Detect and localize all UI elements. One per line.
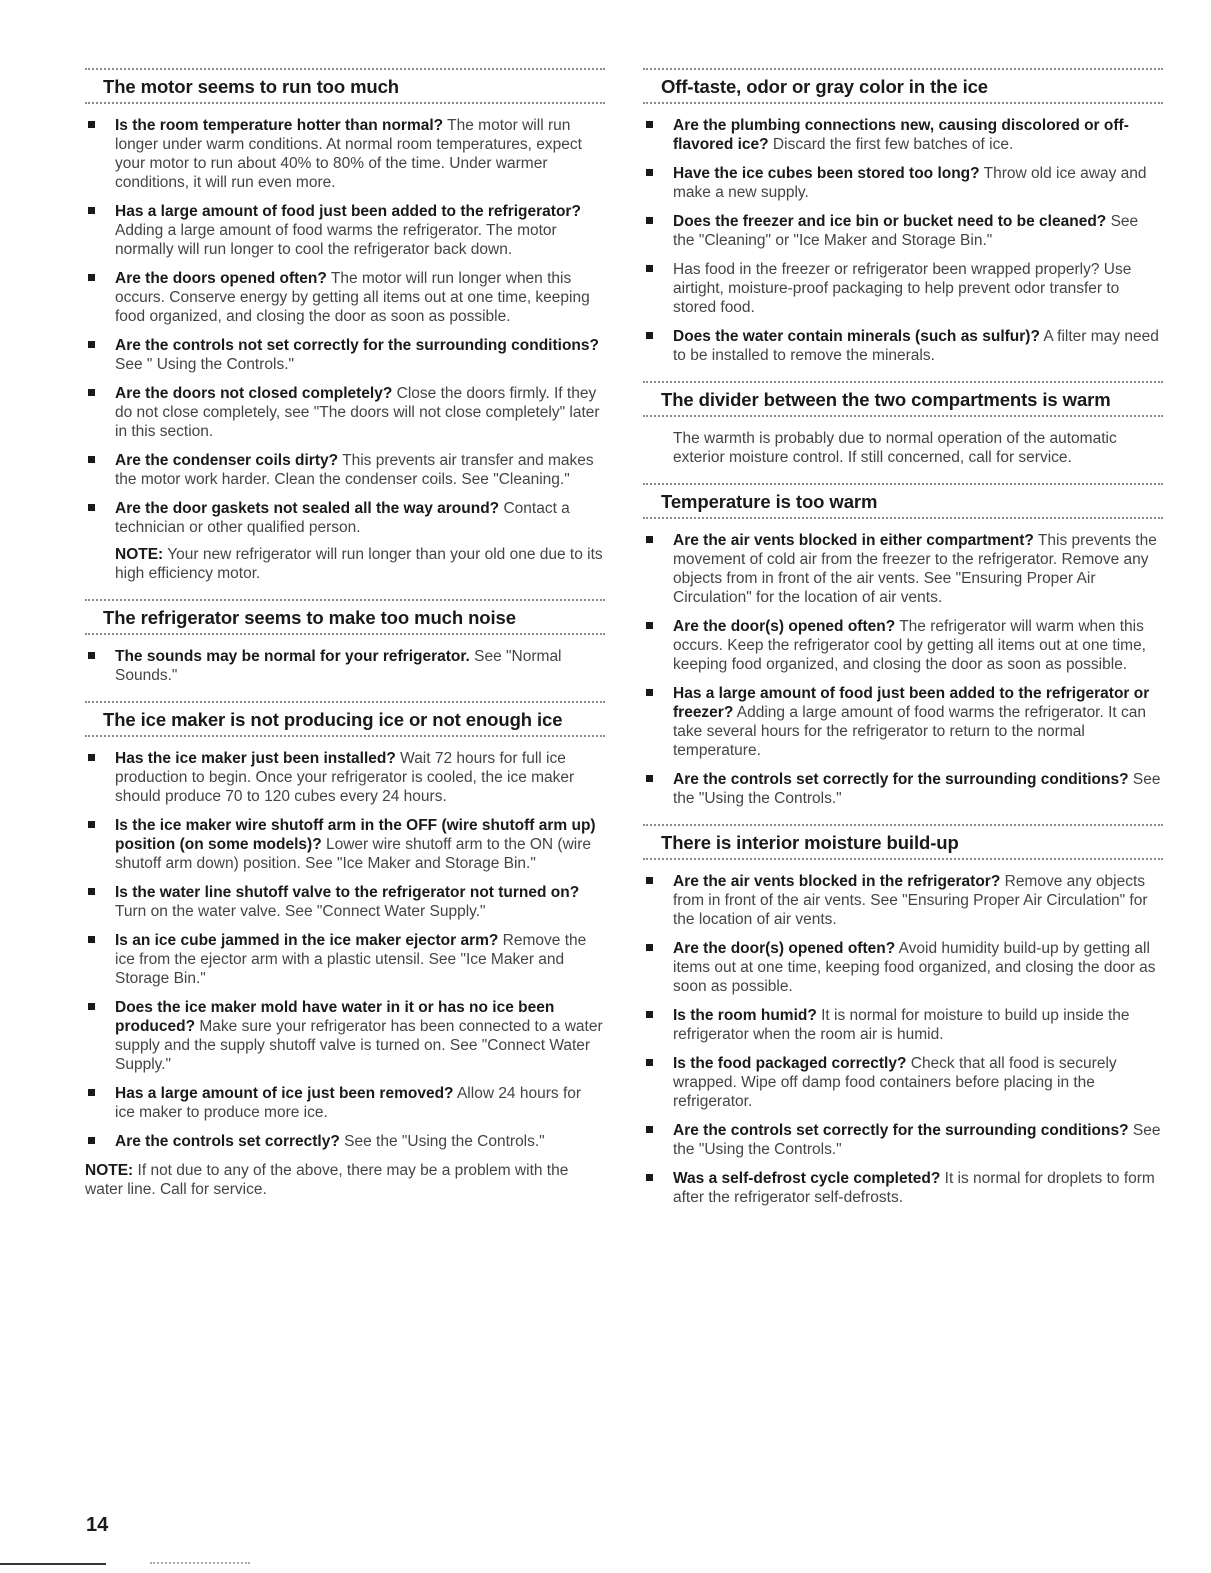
section-header xyxy=(643,68,1163,104)
section-header xyxy=(85,701,605,737)
answer-text: See " Using the Controls." xyxy=(115,356,295,373)
bullet-icon xyxy=(646,877,653,884)
bullet-icon xyxy=(88,754,95,761)
answer-text: It is normal for droplets to form after the refrigerator self-defrosts. xyxy=(673,1170,1155,1206)
section-header xyxy=(643,824,1163,860)
bullet-icon xyxy=(646,217,653,224)
bullet-icon xyxy=(646,169,653,176)
bullet-icon xyxy=(88,341,95,348)
answer-text: Remove the ice from the ejector arm with a plastic utensil. See "Ice Maker and Storage Bin." xyxy=(115,932,587,987)
answer-text: Avoid humidity build-up by getting all items out at one time, keeping food organized, and closing the door as soon as possible. xyxy=(673,940,1156,995)
answer-text: Has food in the freezer or refrigerator been wrapped properly? Use airtight, moisture-proof packaging to help prevent odor transfer to stored food. xyxy=(673,261,1132,316)
section-motor-runs-too-much xyxy=(85,68,605,583)
list-item xyxy=(643,327,1163,365)
answer-text: Discard the first few batches of ice. xyxy=(768,136,1014,153)
bullet-icon xyxy=(88,389,95,396)
list-item xyxy=(85,1084,605,1122)
question-text: Are the controls not set correctly for the surrounding conditions? xyxy=(115,337,599,354)
answer-text: A filter may need to be installed to remove the minerals. xyxy=(673,328,1159,364)
question-text: Are the condenser coils dirty? xyxy=(115,452,339,469)
list-item xyxy=(85,384,605,441)
list-item xyxy=(85,202,605,259)
list-item xyxy=(85,816,605,873)
question-text: Is the food packaged correctly? xyxy=(673,1055,907,1072)
question-text: Does the ice maker mold have water in it or has no ice been produced? xyxy=(115,999,555,1035)
answer-text: Lower wire shutoff arm to the ON (wire shutoff arm down) position. See "Ice Maker and Storage Bin." xyxy=(115,836,592,872)
bullet-icon xyxy=(646,332,653,339)
bullet-icon xyxy=(646,944,653,951)
section-temperature-too-warm xyxy=(643,483,1163,808)
bullet-icon xyxy=(88,1089,95,1096)
bullet-icon xyxy=(646,775,653,782)
section-divider-warm xyxy=(643,381,1163,467)
list-item xyxy=(643,770,1163,808)
list-item xyxy=(643,684,1163,760)
section-title: The motor seems to run too much xyxy=(103,76,400,97)
note xyxy=(85,545,605,583)
answer-text: Adding a large amount of food warms the refrigerator. The motor normally will run longer to cool the refrigerator back down. xyxy=(115,222,557,258)
question-text: Has a large amount of food just been added to the refrigerator? xyxy=(115,203,581,220)
bullet-icon xyxy=(88,936,95,943)
answer-text: The motor will run longer when this occurs. Conserve energy by getting all items out at one time, keeping food organized, and closing the door as soon as possible. xyxy=(115,270,590,325)
bullet-icon xyxy=(88,652,95,659)
question-text: Is the room humid? xyxy=(673,1007,817,1024)
answer-text: See "Normal Sounds." xyxy=(115,648,562,684)
item-list xyxy=(85,116,605,537)
bullet-icon xyxy=(646,689,653,696)
answer-text: Check that all food is securely wrapped. Wipe off damp food containers before placing in the refrigerator. xyxy=(673,1055,1117,1110)
bullet-icon xyxy=(88,207,95,214)
list-item xyxy=(643,1169,1163,1207)
list-item xyxy=(643,1006,1163,1044)
section-title: The divider between the two compartments is warm xyxy=(661,389,1111,410)
list-item xyxy=(643,617,1163,674)
question-text: Are the controls set correctly for the surrounding conditions? xyxy=(673,771,1129,788)
bullet-icon xyxy=(88,121,95,128)
list-item xyxy=(643,164,1163,202)
bullet-icon xyxy=(646,1059,653,1066)
question-text: Are the controls set correctly? xyxy=(115,1133,340,1150)
question-text: Has a large amount of ice just been removed? xyxy=(115,1085,454,1102)
question-text: Are the air vents blocked in the refrigerator? xyxy=(673,873,1001,890)
question-text: Are the door(s) opened often? xyxy=(673,940,896,957)
answer-text: Contact a technician or other qualified person. xyxy=(115,500,570,536)
list-item xyxy=(85,998,605,1074)
section-title: The ice maker is not producing ice or not enough ice xyxy=(103,709,563,730)
list-item xyxy=(85,499,605,537)
bullet-icon xyxy=(88,274,95,281)
answer-text: See the "Using the Controls." xyxy=(673,771,1161,807)
footer-dots xyxy=(150,1562,250,1566)
bullet-icon xyxy=(88,456,95,463)
item-list xyxy=(643,531,1163,808)
question-text: Does the water contain minerals (such as sulfur)? xyxy=(673,328,1040,345)
answer-text: This prevents air transfer and makes the motor work harder. Clean the condenser coils. See "Cleaning." xyxy=(115,452,594,488)
note-label: NOTE: xyxy=(85,1162,134,1179)
list-item xyxy=(643,872,1163,929)
question-text: Is an ice cube jammed in the ice maker ejector arm? xyxy=(115,932,499,949)
bullet-icon xyxy=(646,265,653,272)
answer-text: The motor will run longer under warm conditions. At normal room temperatures, expect your motor to run about 40% to 80% of the time. Under warmer conditions, it will run even more. xyxy=(115,117,582,191)
bullet-icon xyxy=(88,821,95,828)
answer-text: Close the doors firmly. If they do not close completely, see "The doors will not close completely" later in this section. xyxy=(115,385,600,440)
footer-rule xyxy=(0,1563,106,1565)
section-too-much-noise xyxy=(85,599,605,685)
item-list xyxy=(85,749,605,1151)
bullet-icon xyxy=(646,1126,653,1133)
question-text: Was a self-defrost cycle completed? xyxy=(673,1170,941,1187)
item-list xyxy=(85,647,605,685)
list-item xyxy=(85,336,605,374)
list-item xyxy=(643,939,1163,996)
question-text: Is the water line shutoff valve to the refrigerator not turned on? xyxy=(115,884,580,901)
question-text: Does the freezer and ice bin or bucket need to be cleaned? xyxy=(673,213,1107,230)
section-title: Temperature is too warm xyxy=(661,491,878,512)
question-text: Are the doors not closed completely? xyxy=(115,385,393,402)
left-column xyxy=(85,68,605,1215)
item-list xyxy=(643,872,1163,1207)
page-number: 14 xyxy=(86,1514,109,1536)
answer-text: This prevents the movement of cold air from the freezer to the refrigerator. Remove any objects from in front of the air vents. See "Ensuring Proper Air Circulation" for the location of air vents. xyxy=(673,532,1157,606)
question-text: Is the ice maker wire shutoff arm in the OFF (wire shutoff arm up) position (on some models)? xyxy=(115,817,596,853)
question-text: Is the room temperature hotter than normal? xyxy=(115,117,444,134)
right-column xyxy=(643,68,1163,1223)
answer-text: Make sure your refrigerator has been connected to a water supply and the supply shutoff valve is turned on. See "Connect Water Supply." xyxy=(115,1018,603,1073)
question-text: Are the plumbing connections new, causing discolored or off-flavored ice? xyxy=(673,117,1129,153)
answer-text: Throw old ice away and make a new supply. xyxy=(673,165,1147,201)
list-item xyxy=(85,1132,605,1151)
question-text: Are the air vents blocked in either compartment? xyxy=(673,532,1034,549)
list-item xyxy=(643,260,1163,317)
list-item xyxy=(85,931,605,988)
question-text: Are the controls set correctly for the surrounding conditions? xyxy=(673,1122,1129,1139)
answer-text: Allow 24 hours for ice maker to produce more ice. xyxy=(115,1085,582,1121)
answer-text: It is normal for moisture to build up inside the refrigerator when the room air is humid. xyxy=(673,1007,1130,1043)
answer-text: See the "Using the Controls." xyxy=(339,1133,545,1150)
section-off-taste-ice xyxy=(643,68,1163,365)
bullet-icon xyxy=(646,1174,653,1181)
section-title: The refrigerator seems to make too much noise xyxy=(103,607,516,628)
answer-text: The refrigerator will warm when this occurs. Keep the refrigerator cool by getting all items out at one time, keeping food organized, and closing the door as soon as possible. xyxy=(673,618,1146,673)
note xyxy=(85,1161,605,1199)
answer-text: Turn on the water valve. See "Connect Water Supply." xyxy=(115,903,486,920)
answer-text: See the "Using the Controls." xyxy=(673,1122,1161,1158)
section-interior-moisture xyxy=(643,824,1163,1207)
question-text: Are the door gaskets not sealed all the way around? xyxy=(115,500,500,517)
list-item xyxy=(643,116,1163,154)
bullet-icon xyxy=(88,1003,95,1010)
question-text: Has the ice maker just been installed? xyxy=(115,750,396,767)
section-title: Off-taste, odor or gray color in the ice xyxy=(661,76,988,97)
answer-text: Wait 72 hours for full ice production to begin. Once your refrigerator is cooled, the ice maker should produce 70 to 120 cubes every 24 hours. xyxy=(115,750,575,805)
bullet-icon xyxy=(646,536,653,543)
list-item xyxy=(643,1054,1163,1111)
bullet-icon xyxy=(646,121,653,128)
list-item xyxy=(643,531,1163,607)
section-ice-maker-not-producing xyxy=(85,701,605,1199)
answer-text: See the "Cleaning" or "Ice Maker and Storage Bin." xyxy=(673,213,1139,249)
note-text: If not due to any of the above, there may be a problem with the water line. Call for service. xyxy=(85,1162,569,1198)
note-label: NOTE: xyxy=(115,546,164,563)
list-item xyxy=(85,749,605,806)
list-item xyxy=(85,647,605,685)
question-text: The sounds may be normal for your refrigerator. xyxy=(115,648,470,665)
list-item xyxy=(85,883,605,921)
list-item xyxy=(85,269,605,326)
bullet-icon xyxy=(646,1011,653,1018)
section-header xyxy=(643,381,1163,417)
bullet-icon xyxy=(88,504,95,511)
note-text: Your new refrigerator will run longer than your old one due to its high efficiency motor. xyxy=(115,546,603,582)
section-header xyxy=(85,599,605,635)
answer-text: Remove any objects from in front of the air vents. See "Ensuring Proper Air Circulation" for the location of air vents. xyxy=(673,873,1148,928)
list-item xyxy=(643,1121,1163,1159)
section-header xyxy=(643,483,1163,519)
section-header xyxy=(85,68,605,104)
section-title: There is interior moisture build-up xyxy=(661,832,959,853)
item-list xyxy=(643,116,1163,365)
list-item xyxy=(643,212,1163,250)
question-text: Has a large amount of food just been added to the refrigerator or freezer? xyxy=(673,685,1150,721)
bullet-icon xyxy=(646,622,653,629)
section-paragraph: The warmth is probably due to normal operation of the automatic exterior moisture control. If still concerned, call for service. xyxy=(673,430,1117,466)
list-item xyxy=(85,451,605,489)
question-text: Are the doors opened often? xyxy=(115,270,327,287)
question-text: Have the ice cubes been stored too long? xyxy=(673,165,980,182)
bullet-icon xyxy=(88,1137,95,1144)
answer-text: Adding a large amount of food warms the refrigerator. It can take several hours for the refrigerator to return to the normal temperature. xyxy=(673,704,1147,759)
bullet-icon xyxy=(88,888,95,895)
list-item xyxy=(85,116,605,192)
question-text: Are the door(s) opened often? xyxy=(673,618,896,635)
